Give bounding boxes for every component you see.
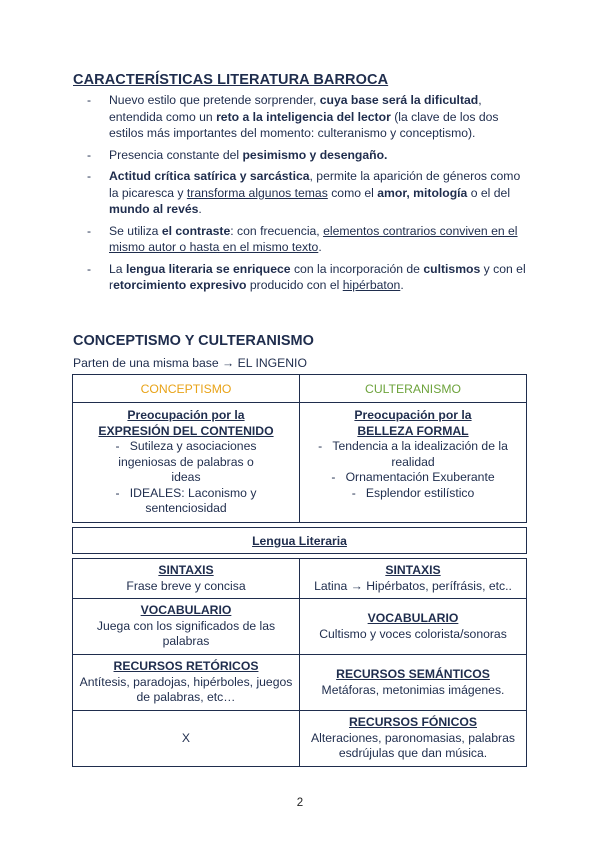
table-row: RECURSOS RETÓRICOS Antítesis, paradojas, hipérboles, juegos de palabras, etc… RECURSOS SEMÁNTICOS Metáforas, metonimias imágenes. xyxy=(73,655,527,711)
page-number: 2 xyxy=(296,797,304,809)
list-item: - Tendencia a la idealización de la realidad xyxy=(318,439,508,469)
conceptismo-cell: Preocupación por la EXPRESIÓN DEL CONTENIDO - Sutileza y asociaciones ingeniosas de palabras o ideas - IDEALES: Laconismo y sentenciosidad xyxy=(73,403,300,523)
list-item: - Ornamentación Exuberante xyxy=(331,470,495,484)
lengua-literaria-label: Lengua Literaria xyxy=(73,528,527,554)
list-item: - IDEALES: Laconismo y sentenciosidad xyxy=(115,485,257,515)
lengua-literaria-table xyxy=(72,558,527,767)
list-item: - La lengua literaria se enriquece con la incorporación de cultismos y con el retorcimiento expresivo producido con el hipérbaton. xyxy=(87,261,526,293)
section-title-conceptismo-culteranismo: CONCEPTISMO Y CULTERANISMO xyxy=(73,333,314,349)
header-conceptismo: CONCEPTISMO xyxy=(73,375,300,403)
comparison-table xyxy=(72,374,527,523)
list-item: - Actitud crítica satírica y sarcástica, permite la aparición de géneros como la picaresca y transforma algunos temas como el amor, mitología o el del mundo al revés. xyxy=(87,169,521,217)
list-item: - Sutileza y asociaciones ingeniosas de palabras o ideas xyxy=(115,439,257,484)
section-subtitle: Parten de una misma base → EL INGENIO xyxy=(73,356,307,370)
header-culteranismo: CULTERANISMO xyxy=(300,375,527,403)
list-item: - Esplendor estilístico xyxy=(351,485,475,500)
list-item: - Presencia constante del pesimismo y desengaño. xyxy=(87,147,388,162)
list-item: - Se utiliza el contraste: con frecuencia, elementos contrarios conviven en el mismo autor o hasta en el mismo texto. xyxy=(87,223,518,255)
barroca-bullet-list xyxy=(87,92,527,299)
lengua-literaria-banner xyxy=(72,527,527,554)
table-row: SINTAXIS Frase breve y concisa SINTAXIS Latina → Hipérbatos, perífrásis, etc.. xyxy=(73,559,527,599)
culteranismo-cell: Preocupación por la BELLEZA FORMAL - Tendencia a la idealización de la realidad - Ornamentación Exuberante - Esplendor estilístico xyxy=(300,403,527,523)
table-row: X RECURSOS FÓNICOS Alteraciones, paronomasias, palabras esdrújulas que dan música. xyxy=(73,711,527,767)
list-item: - Nuevo estilo que pretende sorprender, cuya base será la dificultad, entendida como un reto a la inteligencia del lector (la clave de los dos estilos más importantes del momento: culteranismo y conceptismo). xyxy=(87,93,499,141)
table-row: VOCABULARIO Juega con los significados de las palabras VOCABULARIO Cultismo y voces colorista/sonoras xyxy=(73,599,527,655)
section-title-barroca: CARACTERÍSTICAS LITERATURA BARROCA xyxy=(73,72,389,88)
